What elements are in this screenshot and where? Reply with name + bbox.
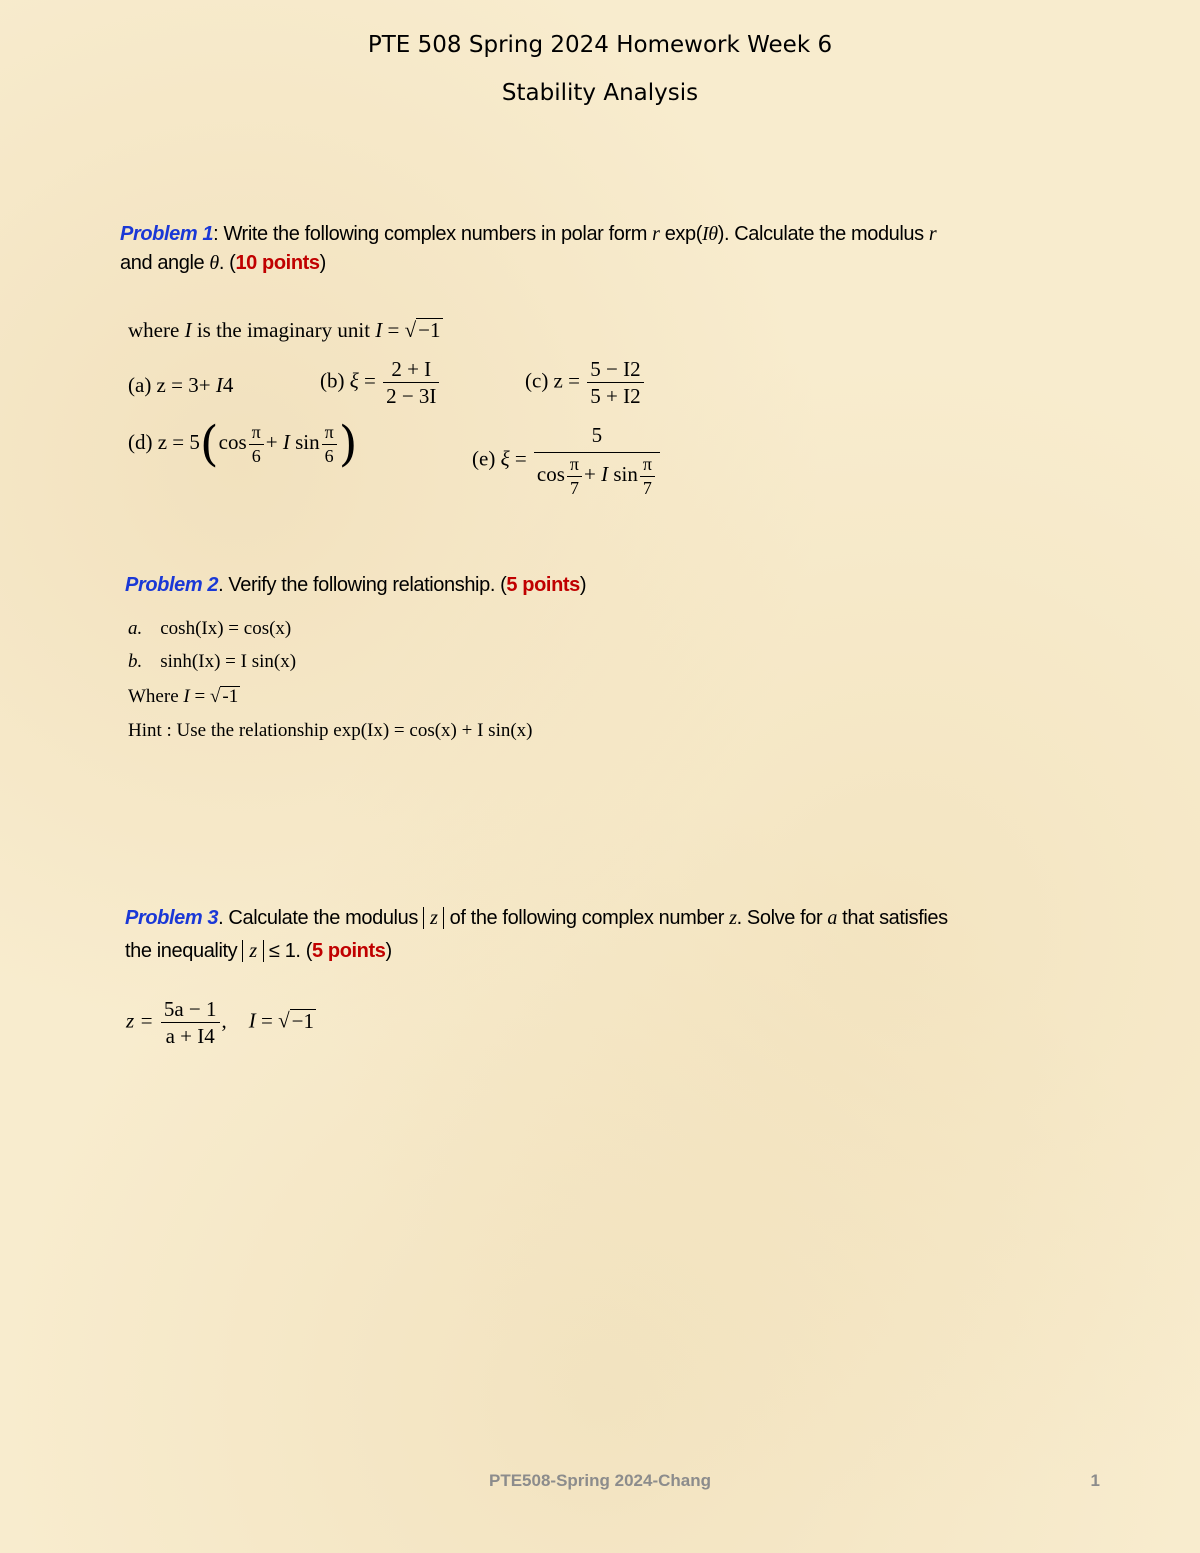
problem1-part-a: (a) z = 3+ I4 (128, 373, 234, 397)
problem1-label: Problem 1 (120, 223, 214, 245)
imaginary-unit-definition: where I is the imaginary unit I = √−1 (128, 318, 441, 342)
problem2-part-a: a. cosh(Ix) = cos(x) (128, 618, 292, 639)
problem3-equation: z = $\frac{5a - 1}{a + I4}$ , I = √−1 (126, 997, 314, 1049)
page-number: 1 (1090, 1471, 1100, 1490)
problem2-part-b: b. sinh(Ix) = I sin(x) (128, 651, 297, 672)
page-title: PTE 508 Spring 2024 Homework Week 6 (367, 32, 833, 58)
footer-course: PTE508-Spring 2024-Chang (488, 1471, 711, 1490)
fraction: $\frac{2 + I}{2 - 3I}$ (383, 356, 439, 410)
problem3-points: 5 points (312, 940, 386, 962)
fraction: 5 cos $\frac{\pi}{7}$ + I sin $\frac{\pi}{7}$ (534, 422, 660, 499)
problem2-statement: Problem 2. Verify the following relationship. (5 points) (125, 574, 587, 596)
fraction: $\frac{5 - I2}{5 + I2}$ (587, 356, 643, 410)
problem3-statement: Problem 3. Calculate the modulus z of the following complex number z. Solve for a that satisfies the inequality z ≤ 1. (5 points) (125, 907, 948, 962)
problem1-part-b: (b) ξ = $\frac{2 + I}{2 - 3I}$ (320, 356, 441, 410)
problem2-points: 5 points (506, 574, 580, 596)
fraction: $\frac{\pi}{6}$ (322, 421, 337, 467)
fraction: $\frac{\pi}{6}$ (249, 421, 264, 467)
problem1-part-e: (e) ξ = 5 cos $\frac{\pi}{7}$ + I sin $\frac{\pi}{7}$ (472, 422, 662, 499)
problem3-label: Problem 3 (125, 907, 219, 929)
problem1-statement: Problem 1: Write the following complex numbers in polar form r exp(Iθ). Calculate the modulus r and angle θ. (10 points) (120, 223, 937, 274)
page-subtitle: Stability Analysis (501, 80, 699, 106)
problem1-part-d: (d) z = 5(cos $\frac{\pi}{6}$ + I sin $\frac{\pi}{6}$ ) (128, 416, 358, 472)
fraction: $\frac{\pi}{7}$ (640, 453, 655, 499)
problem2-label: Problem 2 (125, 574, 219, 596)
problem1-points: 10 points (235, 252, 320, 274)
problem1-part-c: (c) z = $\frac{5 - I2}{5 + I2}$ (525, 356, 646, 410)
problem2-where: Where I = √ -1 (128, 686, 239, 707)
problem2-hint: Hint : Use the relationship exp(Ix) = cos(x) + I sin(x) (128, 720, 533, 741)
fraction: $\frac{5a - 1}{a + I4}$ (161, 996, 220, 1050)
fraction: $\frac{\pi}{7}$ (567, 453, 582, 499)
